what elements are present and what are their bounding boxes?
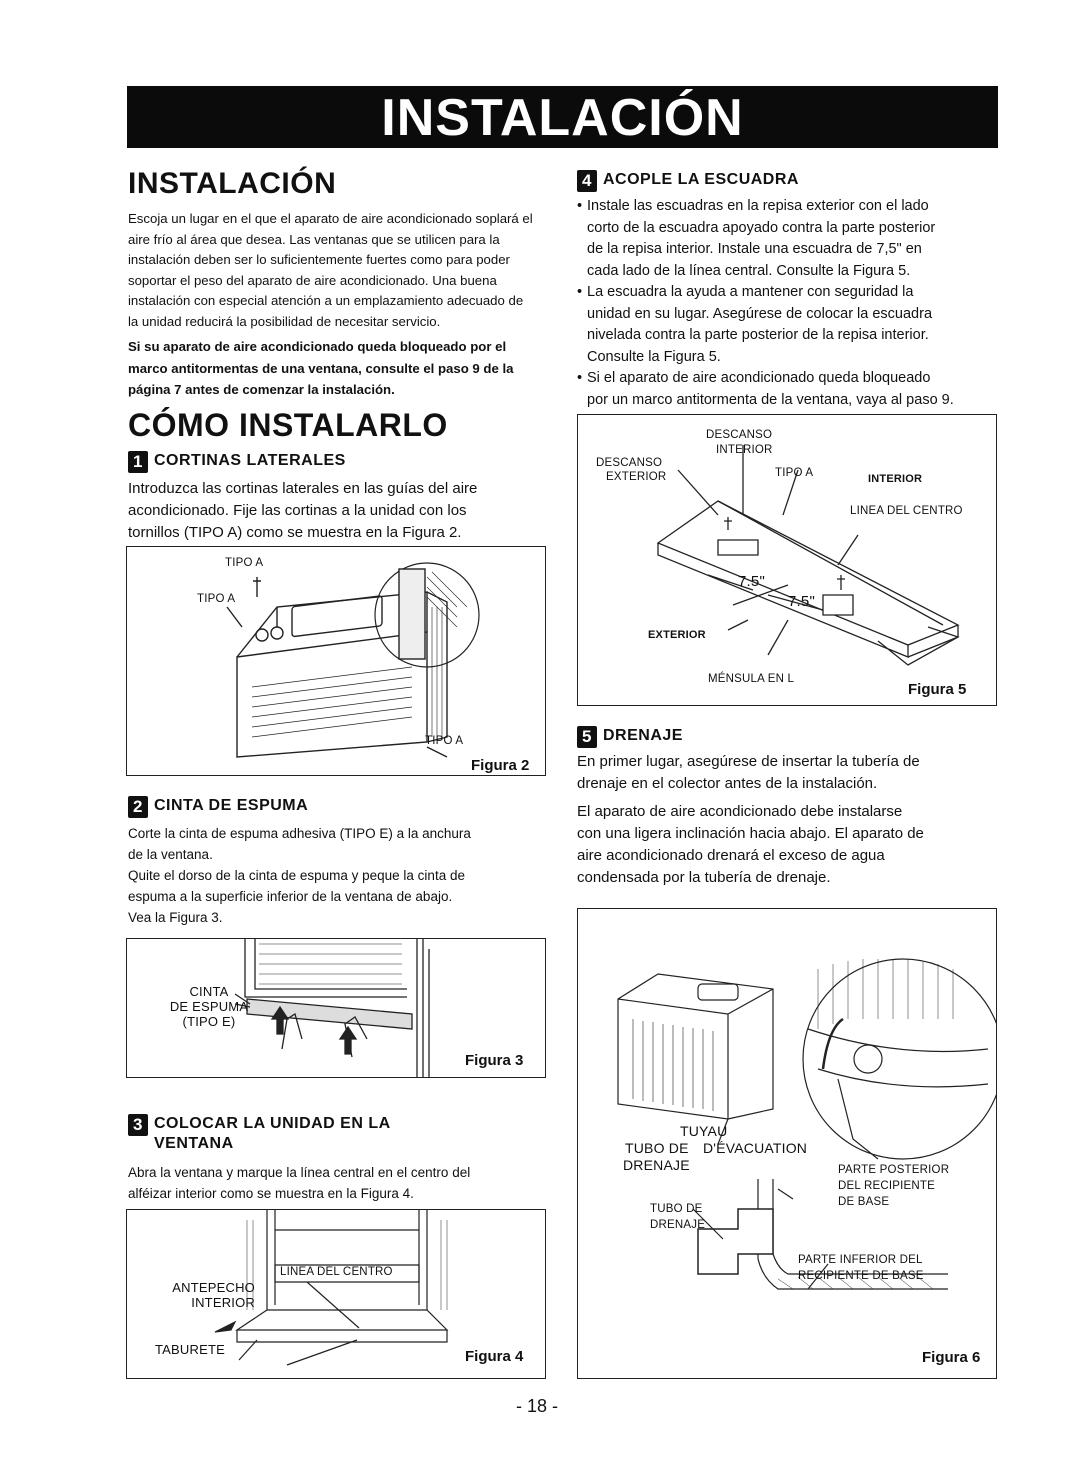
intro-line: instalación deben ser lo suficientemente fuertes como para poder: [128, 252, 510, 267]
label-tipo-a: TIPO A: [197, 593, 236, 605]
bullet-item: [577, 282, 997, 368]
intro-line: soportar el peso del aparato de aire acondicionado. Una buena: [128, 272, 497, 288]
label-line: INTERIOR: [191, 1295, 255, 1310]
label-exterior-rest: DESCANSO: [596, 457, 663, 469]
label-interior: INTERIOR: [868, 473, 923, 485]
label-rear-base-pan: PARTE POSTERIOR: [838, 1164, 950, 1176]
figure-2: [126, 546, 546, 776]
intro-line: aire frío al área que desea. Las ventanas que se utilicen para la: [128, 231, 500, 247]
figure-6-caption: Figura 6: [922, 1349, 981, 1366]
body-line: Introduzca las cortinas laterales en las guías del aire: [128, 480, 478, 497]
step-number-badge: 5: [577, 726, 597, 748]
label-interior-rest: INTERIOR: [716, 444, 773, 456]
label-interior-sill: [155, 1280, 255, 1310]
label-exterior: EXTERIOR: [648, 629, 706, 641]
figure-4: [126, 1209, 546, 1379]
body-line: El aparato de aire acondicionado debe instalarse: [577, 803, 903, 820]
step-5-paragraph-1: [577, 751, 997, 795]
label-tipo-a: TIPO A: [775, 467, 814, 479]
intro-line: instalación con especial atención a un emplazamiento adecuado de: [128, 293, 524, 308]
label-measure: 7.5": [738, 573, 765, 590]
label-l-bracket: MÉNSULA EN L: [708, 673, 795, 685]
body-line: • La escuadra la ayuda a mantener con seguridad la: [587, 284, 914, 300]
step-2-heading: [128, 796, 308, 818]
step-5-heading: [577, 726, 683, 748]
page-number: - 18 -: [515, 1396, 558, 1416]
step-number-badge: 1: [128, 451, 148, 473]
label-drain-tube: DRENAJE: [650, 1219, 706, 1231]
bullet-item: [577, 196, 997, 282]
step-number-badge: 3: [128, 1114, 148, 1136]
label-interior-rest: DESCANSO: [706, 429, 773, 441]
warning-paragraph: [128, 336, 548, 401]
step-2-title: CINTA DE ESPUMA: [154, 797, 309, 814]
step-3-title-line2: VENTANA: [154, 1135, 234, 1152]
body-line: acondicionado. Fije las cortinas a la unidad con los: [128, 502, 467, 519]
step-5-title: DRENAJE: [603, 727, 683, 744]
warning-line: Si su aparato de aire acondicionado queda bloqueado por el: [128, 339, 507, 354]
step-1-heading: [128, 451, 346, 473]
body-line: con una ligera inclinación hacia abajo. El aparato de: [577, 825, 924, 842]
step-4-title: ACOPLE LA ESCUADRA: [603, 171, 799, 188]
figure-2-caption: Figura 2: [471, 757, 530, 774]
figure-4-caption: Figura 4: [465, 1348, 524, 1365]
foam-tape-label: [169, 984, 249, 1029]
label-stool: TABURETE: [155, 1342, 225, 1357]
bullet-item: [577, 368, 997, 411]
intro-line: Escoja un lugar en el que el aparato de aire acondicionado soplará el: [128, 211, 533, 226]
body-line: cada lado de la línea central. Consulte la Figura 5.: [587, 262, 911, 279]
step-4-bullets: [577, 196, 997, 411]
label-measure: 7.5": [788, 593, 815, 610]
warning-line: página 7 antes de comenzar la instalación.: [128, 382, 395, 397]
label-drain-tube: TUBO DE: [625, 1140, 689, 1156]
section-title-instalacion: INSTALACIÓN: [128, 167, 337, 200]
figure-5: [577, 414, 997, 706]
label-bottom-base-pan: RECIPIENTE DE BASE: [798, 1270, 924, 1282]
intro-paragraph: [128, 209, 558, 332]
how-to-title: CÓMO INSTALARLO: [128, 407, 448, 443]
label-line: DE ESPUMA: [169, 999, 249, 1014]
body-line: de la repisa interior. Instale una escuadra de 7,5" en: [587, 241, 922, 257]
body-line: Corte la cinta de espuma adhesiva (TIPO E) a la anchura: [128, 826, 471, 841]
label-tipo-a: TIPO A: [225, 557, 264, 569]
body-line: espuma a la superficie inferior de la ventana de abajo.: [128, 889, 453, 904]
body-line: de la ventana.: [128, 847, 213, 862]
label-line: CINTA: [189, 984, 229, 999]
step-number-badge: 2: [128, 796, 148, 818]
step-1-title: CORTINAS LATERALES: [154, 452, 346, 469]
body-line: corto de la escuadra apoyado contra la parte posterior: [587, 219, 936, 236]
label-rear-base-pan: DEL RECIPIENTE: [838, 1180, 935, 1192]
step-2-body: [128, 823, 548, 928]
step-5-paragraph-2: [577, 801, 997, 889]
label-tipo-a: TIPO A: [425, 735, 464, 747]
label-drain-tube: TUBO DE: [650, 1203, 703, 1215]
body-line: aire acondicionado drenará el exceso de agua: [577, 847, 885, 864]
label-line: ANTEPECHO: [172, 1280, 255, 1295]
step-4-heading: [577, 170, 799, 192]
label-drain-tube: DRENAJE: [623, 1157, 690, 1173]
label-rear-base-pan: DE BASE: [838, 1196, 890, 1208]
figure-3-caption: Figura 3: [465, 1052, 524, 1069]
body-line: • Si el aparato de aire acondicionado queda bloqueado: [587, 370, 931, 386]
body-line: alféizar interior como se muestra en la Figura 4.: [128, 1186, 414, 1201]
intro-line: la unidad reducirá la posibilidad de necesitar servicio.: [128, 313, 441, 329]
body-line: Consulte la Figura 5.: [587, 348, 721, 365]
page-banner: INSTALACIÓN: [127, 86, 998, 148]
body-line: Vea la Figura 3.: [128, 910, 223, 925]
body-line: nivelada contra la parte posterior de la repisa interior.: [587, 327, 929, 343]
warning-line: marco antitormentas de una ventana, consulte el paso 9 de la: [128, 360, 514, 376]
body-line: Quite el dorso de la cinta de espuma y peque la cinta de: [128, 868, 465, 883]
step-3-body: [128, 1162, 548, 1204]
body-line: condensada por la tubería de drenaje.: [577, 869, 831, 886]
figure-5-caption: Figura 5: [908, 681, 967, 698]
figure-6: [577, 908, 997, 1379]
label-line: (TIPO E): [182, 1014, 236, 1029]
label-drain-tube-fr: D'ÉVACUATION: [703, 1140, 808, 1156]
air-conditioner-side-curtains-illustration: [127, 547, 545, 775]
body-line: En primer lugar, asegúrese de insertar la tubería de: [577, 753, 920, 770]
label-exterior-rest: EXTERIOR: [606, 471, 667, 483]
label-bottom-base-pan: PARTE INFERIOR DEL: [798, 1254, 923, 1266]
body-line: por un marco antitormenta de la ventana, vaya al paso 9.: [587, 391, 954, 408]
body-line: Abra la ventana y marque la línea central en el centro del: [128, 1165, 471, 1180]
body-line: unidad en su lugar. Asegúrese de colocar la escuadra: [587, 305, 933, 322]
body-line: tornillos (TIPO A) como se muestra en la Figura 2.: [128, 524, 462, 541]
body-line: drenaje en el colector antes de la instalación.: [577, 775, 878, 792]
step-1-body: [128, 478, 548, 544]
step-number-badge: 4: [577, 170, 597, 192]
figure-3: [126, 938, 546, 1078]
label-drain-tube-fr: TUYAU: [680, 1123, 728, 1139]
body-line: • Instale las escuadras en la repisa exterior con el lado: [587, 198, 929, 214]
label-centerline: LINEA DEL CENTRO: [850, 505, 963, 517]
label-centerline: LINEA DEL CENTRO: [280, 1266, 393, 1278]
step-3-title: COLOCAR LA UNIDAD EN LA: [154, 1115, 391, 1132]
step-3-heading: [128, 1114, 391, 1136]
